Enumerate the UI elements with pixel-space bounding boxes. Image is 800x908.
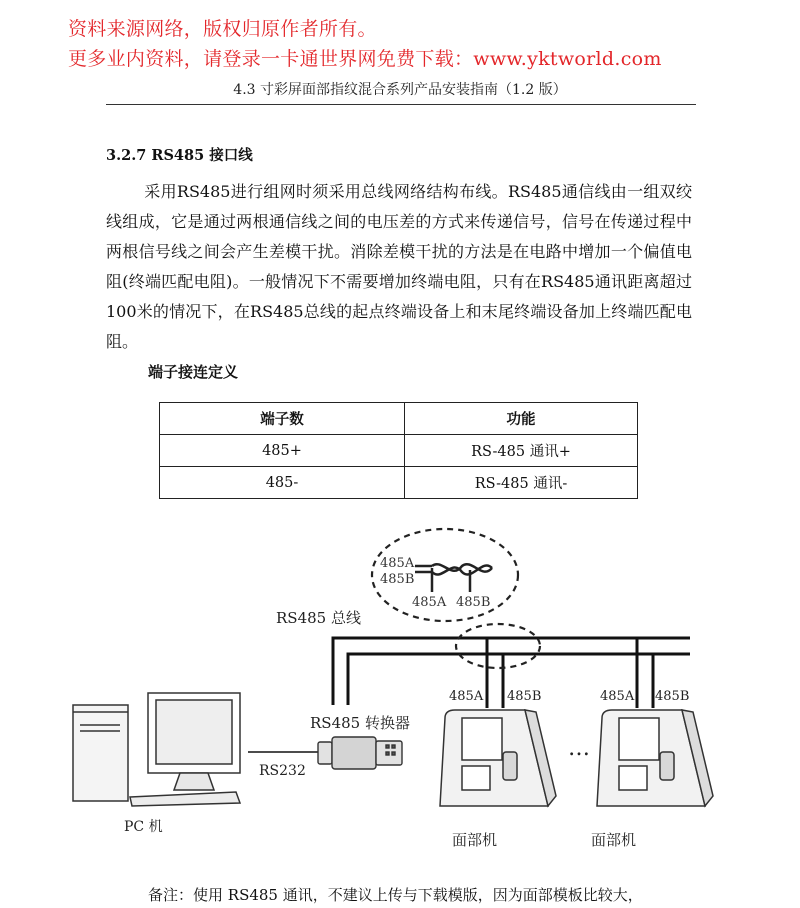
paragraph-text: 采用RS485进行组网时须采用总线网络结构布线。RS485通信线由一组双绞线组成，它是通过两根通信线之间的电压差的方式来传递信号，信号在传递过程中两根信号线之间会产生差模干扰。消除差模干扰的方法是在电路中增加一个偏值电阻(终端匹配电阻)。一般情况下不需要增加终端电阻，只有在RS485通讯距离超过100米的情况下，在RS485总线的起点终端设备上和末尾终端设备加上终端匹配电阻。 bbox=[106, 182, 692, 351]
face-device-1-icon bbox=[440, 710, 556, 806]
device2-label: 面部机 bbox=[591, 831, 637, 849]
bus-label: RS485 总线 bbox=[276, 609, 361, 627]
twisted-pair-icon bbox=[415, 564, 492, 592]
device1-terminal-b: 485B bbox=[507, 689, 542, 704]
running-header: 4.3 寸彩屏面部指纹混合系列产品安装指南（1.2 版） bbox=[233, 82, 567, 98]
header-terminal: 端子数 bbox=[160, 403, 405, 435]
converter-icon bbox=[318, 737, 402, 769]
device2-terminal-a: 485A bbox=[600, 689, 635, 704]
device2-terminal-b: 485B bbox=[655, 689, 690, 704]
table-row bbox=[160, 467, 638, 499]
header-function: 功能 bbox=[405, 403, 638, 435]
table-caption: 端子接连定义 bbox=[148, 363, 239, 381]
note-text: 备注：使用 RS485 通讯，不建议上传与下载模版，因为面部模板比较大， bbox=[148, 886, 643, 904]
table-header-row bbox=[160, 403, 638, 435]
cell-terminal: 485- bbox=[160, 467, 405, 499]
bus-junction-callout bbox=[456, 624, 540, 668]
pc-label: PC 机 bbox=[124, 819, 163, 835]
device-ellipsis: … bbox=[568, 736, 590, 761]
rs232-label: RS232 bbox=[259, 763, 306, 779]
twisted-pair-end-b: 485B bbox=[456, 595, 491, 610]
table-row bbox=[160, 435, 638, 467]
twisted-pair-label-b: 485B bbox=[380, 572, 415, 587]
body-paragraph bbox=[106, 177, 692, 357]
converter-label: RS485 转换器 bbox=[310, 714, 410, 732]
twisted-pair-end-a: 485A bbox=[412, 595, 447, 610]
terminal-table bbox=[159, 402, 638, 499]
device1-label: 面部机 bbox=[452, 831, 498, 849]
cell-function: RS-485 通讯+ bbox=[405, 435, 638, 467]
cell-terminal: 485+ bbox=[160, 435, 405, 467]
face-device-2-icon bbox=[597, 710, 713, 806]
watermark-line-1: 资料来源网络，版权归原作者所有。 bbox=[68, 18, 377, 40]
device1-terminal-a: 485A bbox=[449, 689, 484, 704]
rs485-wiring-diagram bbox=[0, 500, 800, 860]
cell-function: RS-485 通讯- bbox=[405, 467, 638, 499]
section-title: 3.2.7 RS485 接口线 bbox=[106, 147, 253, 164]
watermark-line-2: 更多业内资料，请登录一卡通世界网免费下载：www.yktworld.com bbox=[68, 48, 662, 70]
header-rule bbox=[106, 104, 696, 105]
pc-icon bbox=[73, 693, 240, 806]
twisted-pair-label-a: 485A bbox=[380, 556, 415, 571]
